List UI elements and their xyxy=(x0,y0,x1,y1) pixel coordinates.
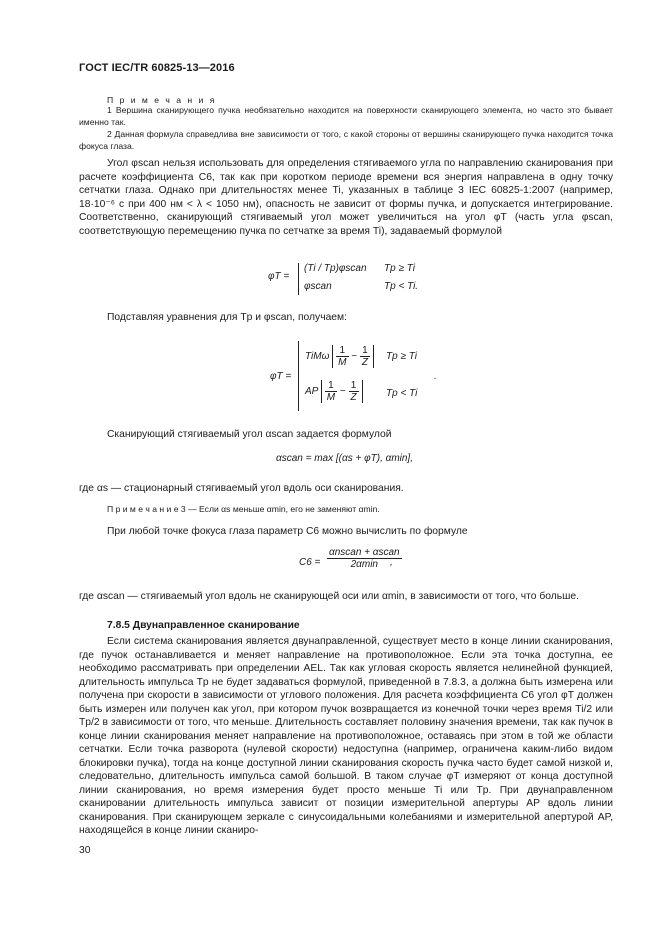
paragraph-7 xyxy=(79,635,613,838)
frac-den: Z xyxy=(361,357,369,368)
formula-2-case1-cond: Tp ≥ Ti xyxy=(386,351,417,362)
paragraph-3-text: Сканирующий стягиваемый угол αscan задается формулой xyxy=(107,429,392,440)
note-3 xyxy=(79,504,613,516)
frac-den: 2αmin xyxy=(350,559,378,570)
paragraph-1-text: Угол φscan нельзя использовать для определения стягиваемого угла по направлению сканирования при расчете коэффициента C6, так как при коротком периоде времени вся энергия направлена в одну точку сетчатки глаза. Однако при длительностях менее Ti, указанных в таблице 3 IEC 60825-1:2007 (например, 18·10⁻⁶ с при 400 нм < λ < 1050 нм), опасность не зависит от формы пучка, и допускается интегрирование. Соответственно, сканирующий стягиваемый угол может увеличиться на угол φT (часть угла φscan, соответствующую перемещению пучка по сетчатке за время Ti), задаваемый формулой xyxy=(79,158,613,237)
formula-2-case2-cond: Tp < Ti xyxy=(386,388,418,399)
paragraph-6-text: где αscan — стягиваемый угол вдоль не сканирующей оси или αmin, в зависимости от того, что больше. xyxy=(79,591,579,602)
section-heading: 7.8.5 Двунаправленное сканирование xyxy=(107,620,300,631)
fraction-1z xyxy=(349,380,359,403)
formula-1-case1-cond: Tp ≥ Ti xyxy=(384,263,415,274)
paragraph-1 xyxy=(79,157,613,238)
page-number: 30 xyxy=(79,845,91,856)
formula-3: αscan = max [(αs + φT), αmin], xyxy=(276,453,413,464)
paragraph-2 xyxy=(79,311,613,325)
minus-sign: − xyxy=(351,351,358,363)
paragraph-6 xyxy=(79,590,613,604)
formula-2-case1-abs xyxy=(332,345,374,368)
frac-num: 1 xyxy=(349,380,359,392)
fraction-1m xyxy=(336,345,348,368)
formula-4-lhs: C6 = xyxy=(299,557,321,568)
paragraph-4 xyxy=(79,482,613,496)
frac-den: Z xyxy=(350,392,357,403)
fraction-1z xyxy=(360,345,370,368)
formula-2-case1-pre: TiMω xyxy=(305,351,330,363)
frac-num: 1 xyxy=(360,345,370,357)
formula-2-end: . xyxy=(434,371,437,382)
notes-body xyxy=(79,105,613,152)
note-1: 1 Вершина сканирующего пучка необязательно находится на поверхности сканирующего элемента, но часто это бывает именно так. xyxy=(79,105,613,127)
formula-1-case1: (Ti / Tp)φscan xyxy=(304,263,367,274)
formula-1-lhs: φT = xyxy=(268,271,290,282)
frac-num: 1 xyxy=(336,345,348,357)
formula-2-case1 xyxy=(305,345,374,368)
paragraph-5 xyxy=(79,525,613,539)
fraction-1m xyxy=(325,380,337,403)
paragraph-5-text: При любой точке фокуса глаза параметр C6 можно вычислить по формуле xyxy=(107,526,468,537)
formula-2-case2-abs xyxy=(321,380,363,403)
notes-title: П р и м е ч а н и я xyxy=(107,95,217,105)
formula-2-case2-pre: AP xyxy=(305,386,318,398)
paragraph-2-text: Подставляя уравнения для Tp и φscan, получаем: xyxy=(107,312,347,323)
frac-den: M xyxy=(338,357,347,368)
formula-2-lhs: φT = xyxy=(270,371,292,382)
formula-2-case2 xyxy=(305,380,363,403)
paragraph-7-text: Если система сканирования является двунаправленной, существует место в конце линии сканирования, где пучок останавливается и меняет направление на противоположное. Если эта точка доступна, ее необходимо рассматривать при определении AEL. Так как угловая скорость является нелинейной функцией, длительность импульса Tp не будет задаваться формулой, приведенной в 7.8.3, а должна быть измерена или получена при скорости в зависимости от углового положения. Для расчета коэффициента C6 угол φT должен быть измерен или получен как угол, при котором пучок возвращается из конечной точки через время Ti/2 или Tp/2 в зависимости от того, что меньше. Длительность составляет половину значения времени, так как пучок в конце линии сканирования меняет направление на противоположное, оставаясь при этом в той же области сетчатки. Если точка разворота (нулевой скорости) недоступна (например, ограничена каким-либо видом блокировки пучка), тогда на конце доступной линии сканирования скорость пучка часто будет самой низкой и, следовательно, длительность импульса самой большой. В таком случае φT измеряют от конца доступной линии сканирования, но время измерения будет просто меньше Ti или Tp. При двунаправленном сканировании длительность импульса зависит от позиции измерительной апертуры AP вдоль линии сканирования. При сканирующем зеркале с синусоидальными колебаниями и измерительной апертурой AP, находящейся в конце линии сканиро- xyxy=(79,636,613,836)
minus-sign: − xyxy=(339,386,346,398)
document-header: ГОСТ IEC/TR 60825-13—2016 xyxy=(79,62,235,74)
frac-den: M xyxy=(326,392,336,403)
note-2: 2 Данная формула справедлива вне зависимости от того, с какой стороны от вершины сканирующего пучка находится точка фокуса глаза. xyxy=(79,129,613,151)
formula-2-brace xyxy=(298,341,299,411)
formula-1-case2: φscan xyxy=(304,281,332,292)
paragraph-3 xyxy=(79,428,613,442)
formula-1-brace xyxy=(298,263,299,295)
frac-num: αnscan + αscan xyxy=(329,547,400,558)
frac-num: 1 xyxy=(325,380,337,392)
formula-4-end: , xyxy=(390,557,393,568)
note-3-text: П р и м е ч а н и е 3 — Если αs меньше αmin, его не заменяют αmin. xyxy=(107,504,380,514)
formula-1-case2-cond: Tp < Ti. xyxy=(384,281,419,292)
paragraph-4-text: где αs — стационарный стягиваемый угол вдоль оси сканирования. xyxy=(79,483,404,494)
